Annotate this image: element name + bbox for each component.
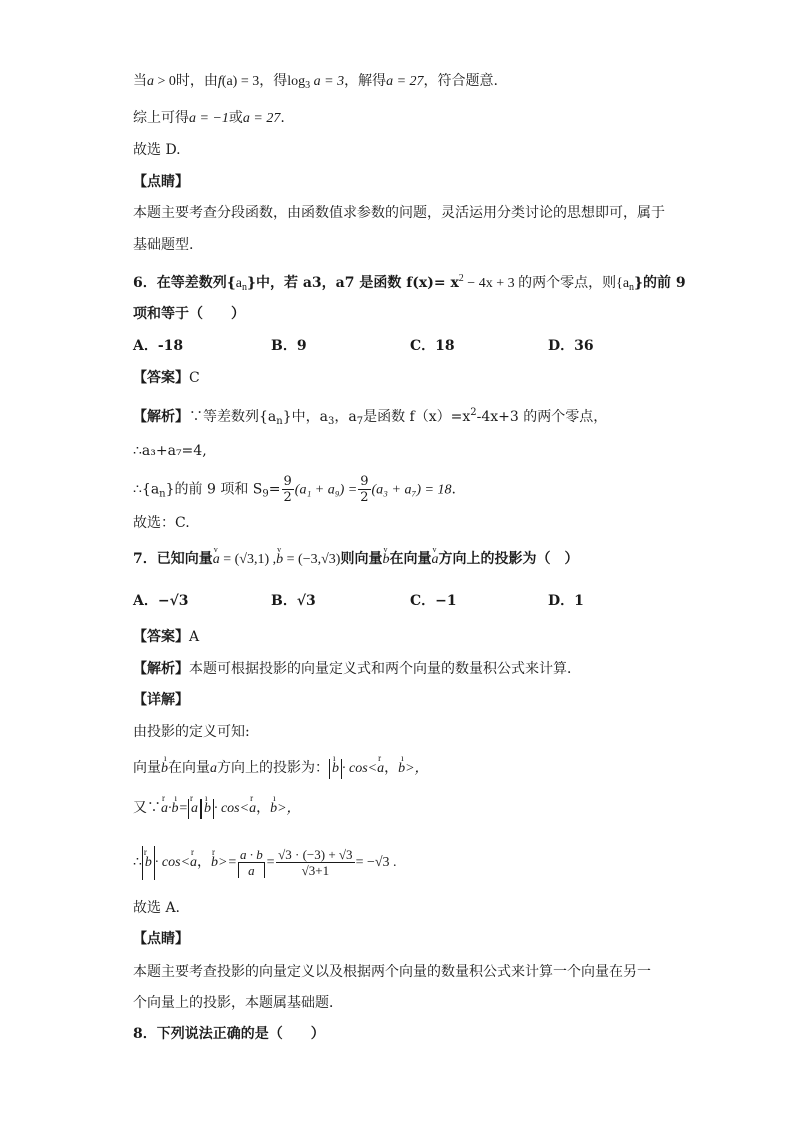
frac-den: √3+1: [301, 862, 330, 878]
text: }的前 9: [634, 275, 686, 291]
text: 当: [133, 73, 147, 89]
text: ，: [197, 854, 212, 870]
math-eq: =: [265, 855, 276, 870]
text: >，: [405, 761, 429, 776]
text: 方向上的投影为（ ）: [438, 551, 579, 567]
text: }中，若 a3，a7 是函数 f(x)= x: [246, 275, 459, 291]
math-a-neg1: a = −1: [189, 111, 229, 126]
fraction-9-over-2: [282, 474, 294, 505]
math-f: f: [217, 74, 222, 89]
vector-b: ı b: [270, 799, 277, 819]
section-tag-dianjing: 【点睛】: [133, 931, 189, 947]
vector-b: ı b: [161, 759, 168, 779]
frac-den: a: [238, 863, 265, 878]
vector-a: r a: [161, 799, 168, 819]
analysis-tag: 【解析】: [133, 409, 189, 425]
q6-analysis-line3: [133, 474, 456, 510]
vector-b: ı b: [398, 759, 405, 779]
text: ∵等差数列{a: [189, 409, 277, 425]
comment-line: 本题主要考查分段函数，由函数值求参数的问题，灵活运用分类讨论的思想即可，属于: [133, 205, 665, 221]
frac-num: a · b: [239, 846, 263, 862]
math-sup: 2: [470, 407, 477, 418]
text: 又∵: [133, 800, 161, 816]
text: 6．在等差数列{: [133, 275, 236, 291]
text: >，: [277, 801, 301, 816]
text: 时，由: [175, 73, 218, 89]
abs-vector-b: r b: [142, 846, 155, 880]
q7-option-b: B．√3: [271, 593, 316, 609]
text: 在向量: [168, 760, 210, 776]
q6-option-b: B．9: [271, 338, 307, 354]
q7-analysis: [133, 659, 581, 679]
text: 7．已知向量: [133, 551, 213, 567]
text: ，a: [334, 409, 357, 425]
q6-answer: [133, 368, 200, 388]
math-result: = −√3 .: [355, 855, 397, 870]
text: }的前 9 项和 S: [165, 481, 263, 498]
math-cos: · cos<: [342, 761, 378, 776]
fraction-9-over-2: [358, 474, 370, 505]
math-sup: 2: [458, 273, 464, 284]
vector-b: r b: [211, 846, 218, 880]
choice-line: 故选 D.: [133, 142, 181, 158]
text: 向量: [133, 760, 161, 776]
frac-num: 9: [283, 474, 292, 489]
math-cos: · cos<: [154, 855, 191, 870]
q7-choice: 故选 A.: [133, 900, 181, 916]
text: =: [268, 481, 281, 498]
math-sub: n: [629, 282, 635, 293]
text: 是函数 f（x）=x: [363, 409, 471, 425]
vector-a: a: [210, 761, 217, 776]
text: − 4x + 3 的两个零点，则{: [463, 276, 623, 291]
text: 则向量: [340, 551, 383, 567]
math-sub: 7: [356, 416, 364, 427]
math-vec-a-value: = (√3,1) ,: [219, 552, 277, 567]
math-sub: 3: [327, 416, 335, 427]
math-a: a: [147, 74, 154, 89]
abs-vector-b: ı b: [329, 759, 342, 779]
answer-tag: 【答案】: [133, 629, 189, 645]
math-a27: a = 27: [386, 74, 424, 89]
frac-den: 2: [283, 490, 292, 505]
q7-detail-line2: [133, 758, 429, 779]
q7-option-a: A．−√3: [133, 593, 189, 609]
math-log: log: [287, 74, 306, 89]
question-7-stem: [133, 549, 578, 570]
comment-line: 本题主要考查投影的向量定义以及根据两个向量的数量积公式来计算一个向量在另一: [133, 964, 651, 980]
math-eq: =: [178, 801, 188, 816]
vector-b: v b: [382, 550, 389, 570]
vector-b: ı b: [172, 799, 179, 819]
q7-detail-line4: [133, 845, 397, 880]
vector-a: r a: [190, 846, 197, 880]
text: 在向量: [389, 551, 432, 567]
answer-value: C: [189, 370, 200, 386]
text: 或: [228, 110, 243, 126]
math-dot: ·: [168, 801, 172, 816]
text: 综上可得: [133, 110, 189, 126]
math-vec-b-value: = (−3,√3): [283, 552, 341, 567]
question-6-stem: [133, 269, 686, 298]
frac-num: √3 · (−3) + √3: [278, 846, 353, 862]
vector-a: v a: [431, 550, 438, 570]
solution-line-case-a-positive: [133, 71, 498, 96]
text: ，解得: [344, 73, 387, 89]
question-6-stem-line2: 项和等于（ ）: [133, 306, 245, 322]
q6-analysis-line2: ∴a₃+a₇=4,: [133, 443, 207, 459]
abs-vector-a: r a: [188, 799, 201, 819]
math-fa: (a) = 3: [221, 74, 260, 89]
math-result: (a₃ + a₇) = 18: [371, 482, 452, 498]
q6-analysis-line1: [133, 403, 607, 432]
fraction-dot-over-abs: [238, 847, 265, 878]
text: ∴{a: [133, 481, 160, 498]
q7-option-d: D．1: [548, 593, 584, 609]
vector-a: r a: [249, 799, 256, 819]
math-eq: >=: [218, 855, 237, 870]
text: ∴: [133, 854, 142, 870]
answer-value: A: [189, 629, 200, 645]
q7-answer: [133, 627, 199, 647]
solution-line-summary: [133, 108, 285, 129]
text: 方向上的投影为：: [217, 760, 329, 776]
comment-line: 基础题型.: [133, 237, 194, 253]
math-an: a: [235, 276, 242, 291]
section-tag-dianjing: 【点睛】: [133, 174, 189, 190]
text: ，: [256, 800, 271, 816]
math-sub: n: [159, 488, 166, 500]
abs-vector-b: ı b: [201, 799, 214, 819]
math-sub: n: [241, 282, 247, 293]
analysis-tag: 【解析】: [133, 661, 189, 677]
text: 本题可根据投影的向量定义式和两个向量的数量积公式来计算．: [189, 661, 581, 677]
text: -4x+3 的两个零点，: [476, 409, 608, 425]
math-gt0: > 0: [154, 74, 176, 89]
vector-a: r a: [377, 759, 384, 779]
frac-den: 2: [360, 490, 369, 505]
q6-option-d: D．36: [548, 338, 594, 354]
vector-a: v a: [213, 550, 220, 570]
vector-b: v b: [276, 550, 283, 570]
math-sum: (a₁ + a₉) =: [294, 482, 358, 498]
q7-detail-line3: [133, 798, 301, 819]
text: }中，a: [282, 409, 328, 425]
comment-line: 个向量上的投影，本题属基础题．: [133, 995, 343, 1011]
math-sub: 9: [262, 488, 269, 500]
math-sub: n: [276, 416, 283, 427]
text: ，符合题意.: [423, 73, 498, 89]
text: .: [451, 481, 456, 498]
fraction-numeric: [276, 847, 354, 878]
math-a27: a = 27: [242, 111, 281, 126]
text: ，: [384, 760, 399, 776]
math-log-base: 3: [305, 80, 311, 91]
math-cos: · cos<: [213, 801, 250, 816]
math-an: a: [622, 276, 630, 291]
text: ，得: [259, 73, 288, 89]
q7-detail-tag: 【详解】: [133, 692, 189, 708]
q6-option-a: A．-18: [133, 338, 184, 354]
q6-choice: 故选：C.: [133, 515, 190, 531]
frac-num: 9: [360, 474, 369, 489]
math-log-eq: a = 3: [310, 74, 345, 89]
text: .: [280, 110, 285, 126]
question-8-stem: 8．下列说法正确的是（ ）: [133, 1026, 325, 1042]
q7-detail-line1: 由投影的定义可知:: [133, 724, 250, 740]
q7-option-c: C．−1: [410, 593, 457, 609]
q6-option-c: C．18: [410, 338, 455, 354]
answer-tag: 【答案】: [133, 370, 189, 386]
